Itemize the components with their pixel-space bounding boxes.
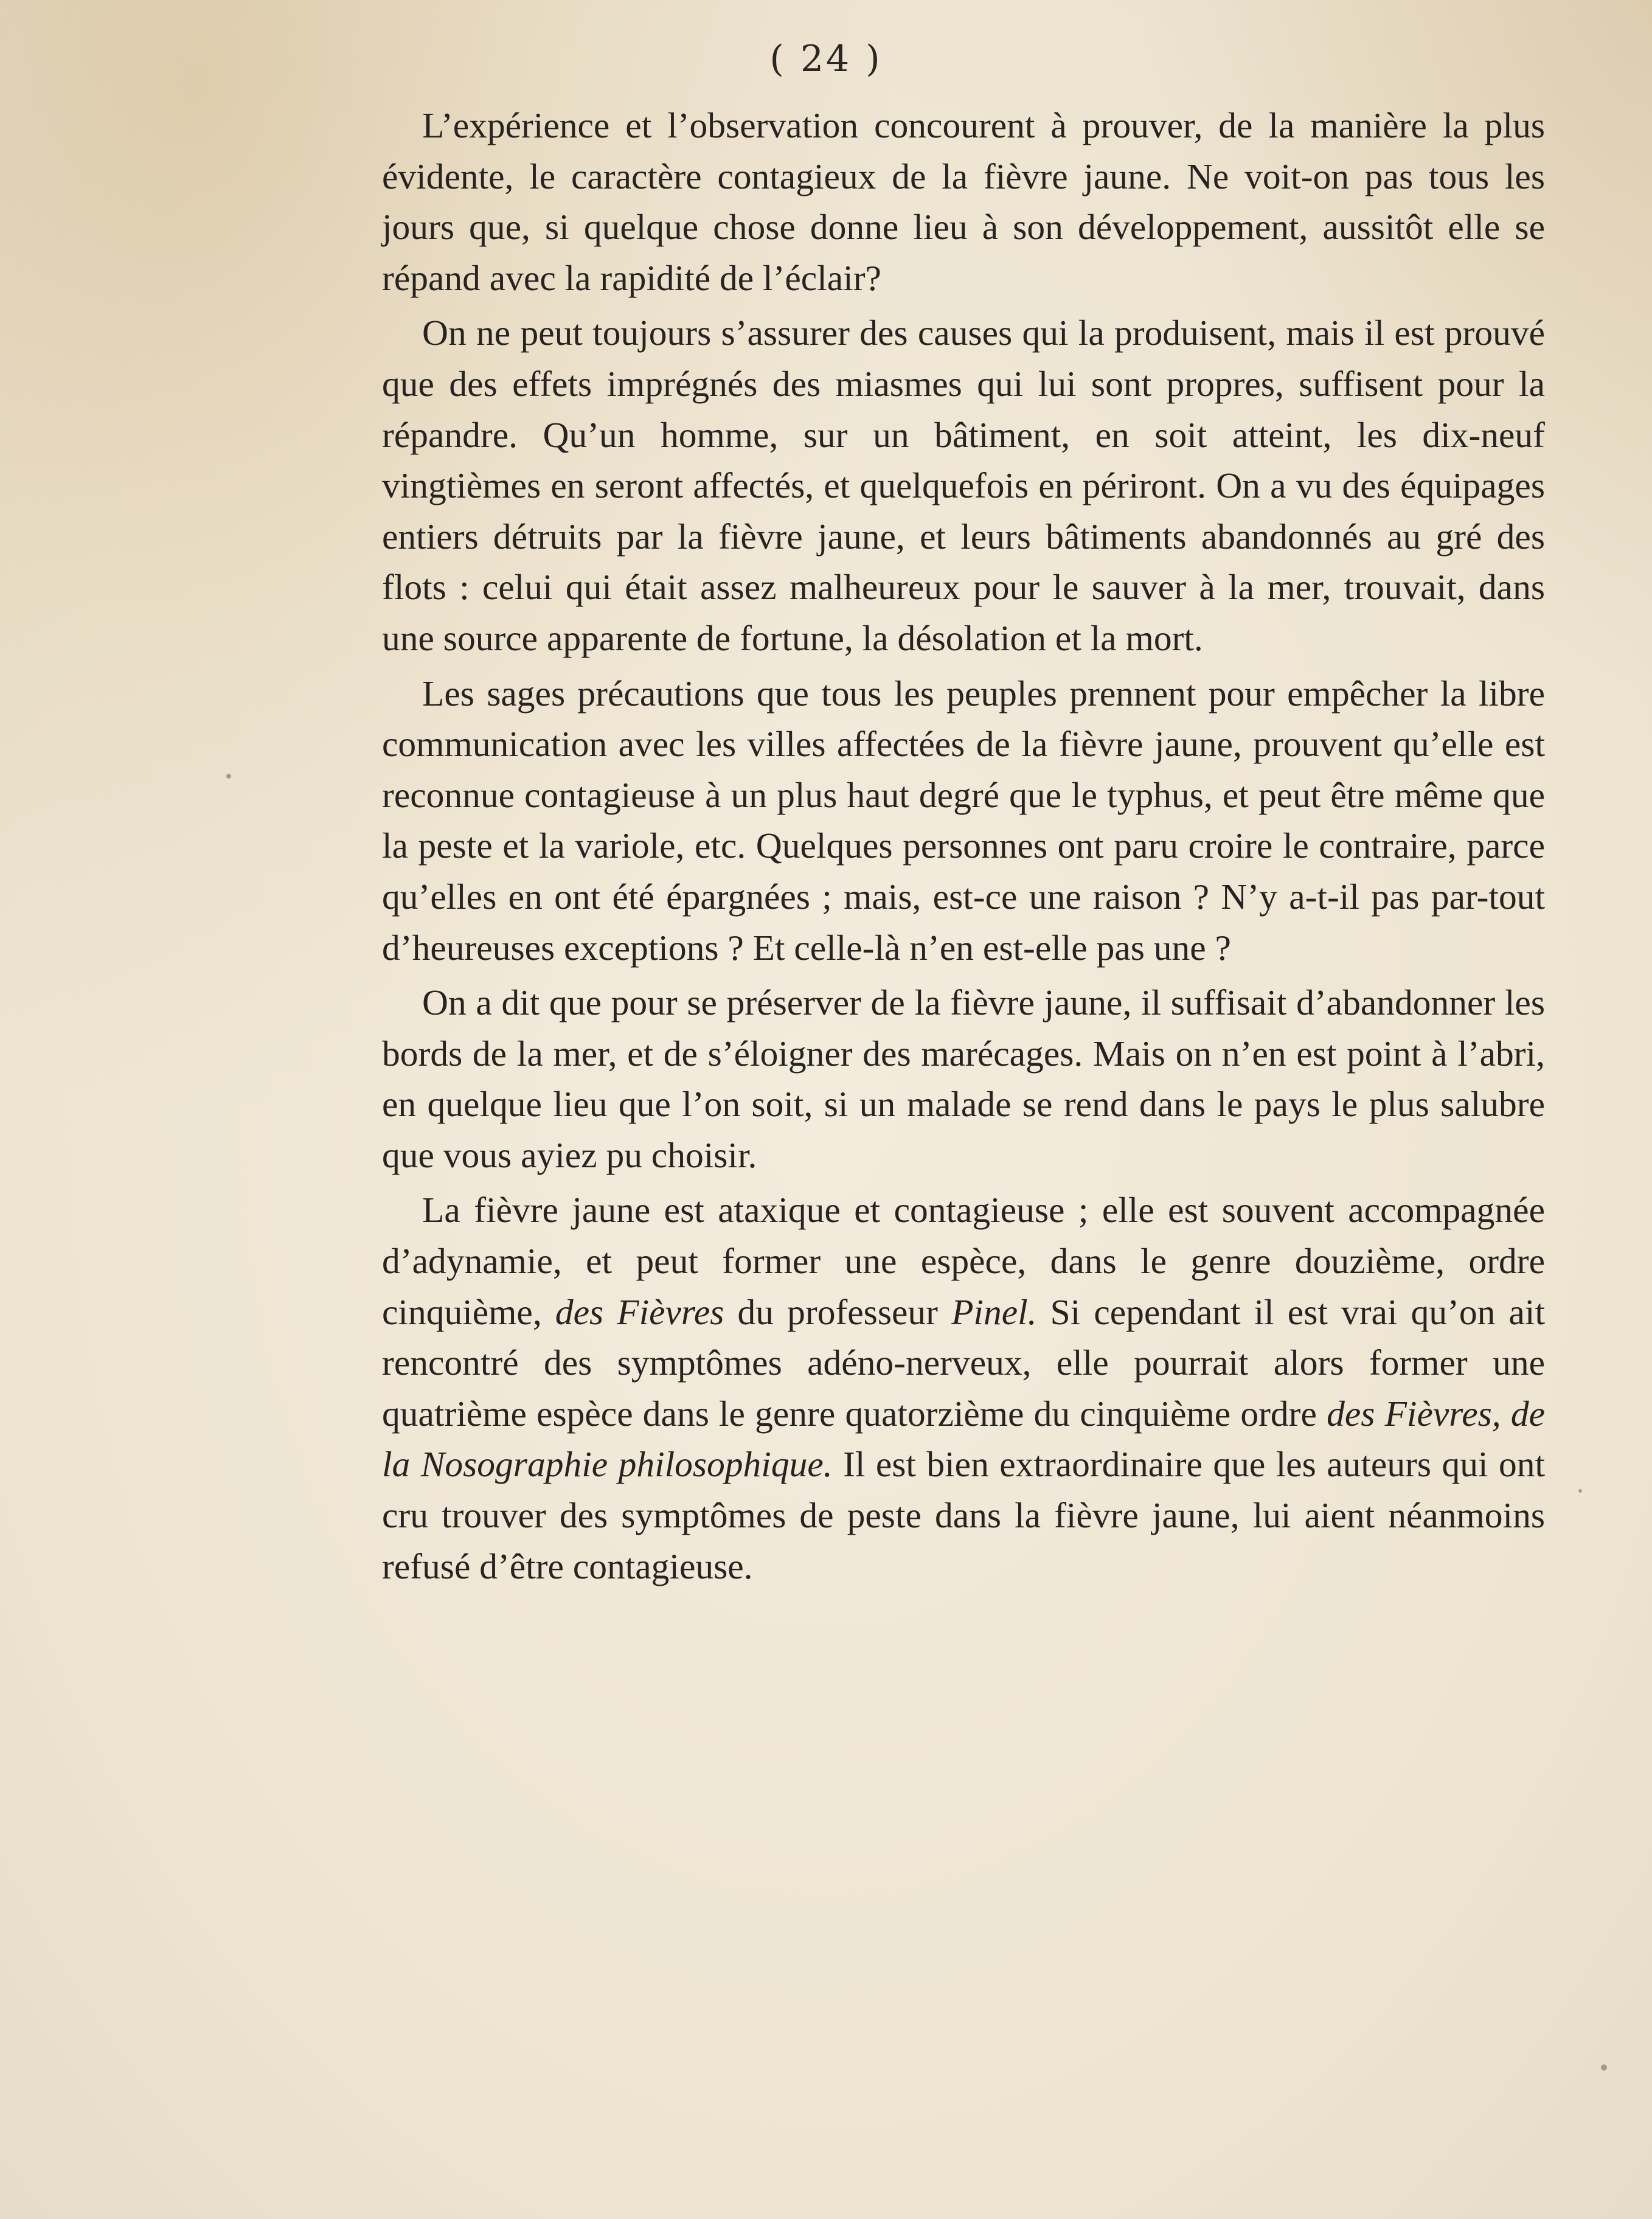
paragraph-1-text: L’expérience et l’observation concourent à prouver, de la manière la plus évidente, le caractère contagieux de la fièvre jaune. Ne voit-on pas tous les jours que, si quelque chose donne lieu à son développement, aussitôt elle se répand avec la rapidité de l’éclair?: [382, 105, 1545, 298]
paragraph-5-italic-nosographie: des Fièvres, de la Nosographie philosophique.: [382, 1393, 1545, 1485]
paragraph-5-italic-pinel: Pinel.: [951, 1291, 1037, 1332]
paragraph-5-text-c: Si cependant il est vrai qu’on ait rencontré des symptômes adéno-nerveux, elle pourrait alors former une quatrième espèce dans le genre quatorzième du cinquième ordre: [382, 1291, 1545, 1434]
paper-speck: [1601, 2064, 1607, 2071]
paragraph-5: [382, 1185, 1545, 1592]
paper-speck: [226, 774, 231, 779]
paragraph-2-text: On ne peut toujours s’assurer des causes qui la produisent, mais il est prouvé que des effets imprégnés des miasmes qui lui sont propres, suffisent pour la répandre. Qu’un homme, sur un bâtiment, en soit atteint, les dix-neuf vingtièmes en seront affectés, et quelquefois en périront. On a vu des équipages entiers détruits par la fièvre jaune, et leurs bâtiments abandonnés au gré des flots : celui qui était assez malheureux pour le sauver à la mer, trouvait, dans une source apparente de fortune, la désolation et la mort.: [382, 313, 1545, 658]
paragraph-4-text: On a dit que pour se préserver de la fièvre jaune, il suffisait d’abandonner les bords de la mer, et de s’éloigner des marécages. Mais on n’en est point à l’abri, en quelque lieu que l’on soit, si un malade se rend dans le pays le plus salubre que vous ayiez pu choisir.: [382, 982, 1545, 1175]
paragraph-2: [382, 308, 1545, 664]
paragraph-5-text-d: Il est bien extraordinaire que les auteurs qui ont cru trouver des symptômes de peste dans la fièvre jaune, lui aient néanmoins refusé d’être contagieuse.: [382, 1444, 1545, 1586]
body-text: [382, 100, 1545, 1596]
paragraph-4: [382, 978, 1545, 1181]
page-number: ( 24 ): [769, 38, 883, 80]
paragraph-5-italic-des-fievres: des Fièvres: [555, 1291, 724, 1332]
paragraph-1: [382, 100, 1545, 304]
paragraph-3-text: Les sages précautions que tous les peuples prennent pour empêcher la libre communication avec les villes affectées de la fièvre jaune, prouvent qu’elle est reconnue contagieuse à un plus haut degré que le typhus, et peut être même que la peste et la variole, etc. Quelques personnes ont paru croire le contraire, parce qu’elles en ont été épargnées ; mais, est-ce une raison ? N’y a-t-il pas par-tout d’heureuses exceptions ? Et celle-là n’en est-elle pas une ?: [382, 673, 1545, 968]
paper-speck: [1578, 1489, 1582, 1493]
paragraph-3: [382, 668, 1545, 974]
paragraph-5-text-a: La fièvre jaune est ataxique et contagieuse ; elle est souvent accompagnée d’adynamie, et peut former une espèce, dans le genre douzième, ordre cinquième,: [382, 1190, 1545, 1332]
paragraph-5-text-b: du professeur: [724, 1291, 952, 1332]
